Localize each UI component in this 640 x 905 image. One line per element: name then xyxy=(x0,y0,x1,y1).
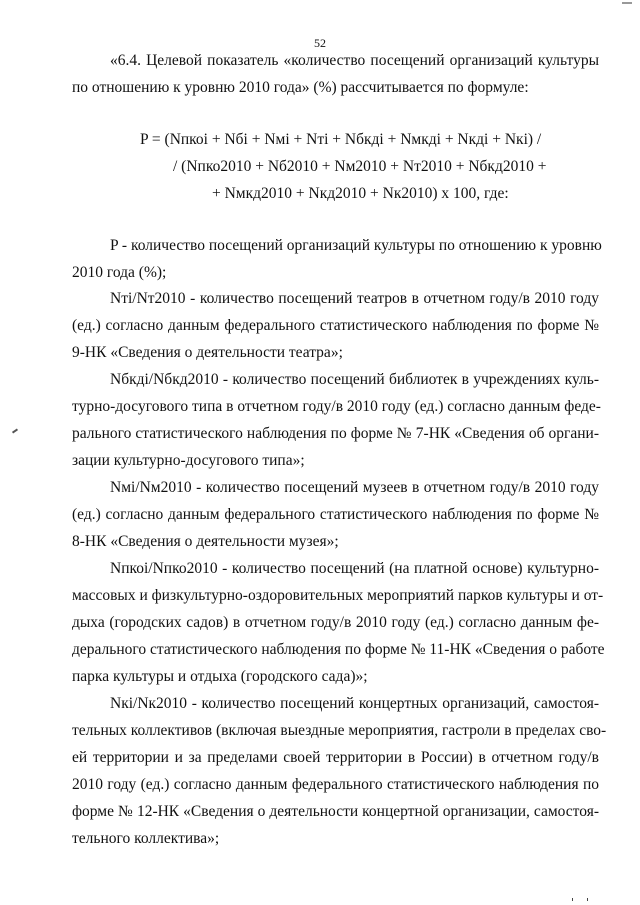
page-number: 52 xyxy=(314,36,326,50)
def-theatre-line-1: Nтi/Nт2010 - количество посещений театров в отчетном году/в 2010 году xyxy=(110,290,599,307)
def-concert-line-2: тельных коллективов (включая выездные мероприятия, гастроли в пределах сво- xyxy=(72,722,607,739)
def-concert-line-5: форме № 12-НК «Сведения о деятельности концертной организации, самостоя- xyxy=(72,803,599,820)
def-park-line-3: дыха (городских садов) в отчетном году/в 2010 году (ед.) согласно данным фе- xyxy=(72,614,599,631)
def-library-line-4: зации культурно-досугового типа»; xyxy=(72,452,305,469)
def-concert-line-1: Nкi/Nк2010 - количество посещений концертных организаций, самостоя- xyxy=(110,695,599,712)
margin-mark xyxy=(12,428,18,433)
def-museum-line-3: 8-НК «Сведения о деятельности музея»; xyxy=(72,533,339,550)
def-concert-line-4: 2010 году (ед.) согласно данным федерального статистического наблюдения по xyxy=(72,776,599,793)
formula-line-2: / (Nпко2010 + Nб2010 + Nм2010 + Nт2010 + Nбкд2010 + xyxy=(173,158,547,175)
def-park-line-4: дерального статистического наблюдения по форме № 11-НК «Сведения о работе xyxy=(72,641,605,658)
def-concert-line-3: ей территории и за пределами своей территории в России) в отчетном году/в xyxy=(72,749,599,766)
def-library-line-2: турно-досугового типа в отчетном году/в 2010 году (ед.) согласно данным феде- xyxy=(72,398,601,415)
def-park-line-5: парка культуры и отдыха (городского сада)»; xyxy=(72,668,368,685)
def-museum-line-2: (ед.) согласно данным федерального статистического наблюдения по форме № xyxy=(72,506,599,523)
intro-line-1: «6.4. Целевой показатель «количество посещений организаций культуры xyxy=(110,52,599,69)
formula-line-3: + Nмкд2010 + Nкд2010 + Nк2010) x 100, где: xyxy=(212,185,509,202)
def-theatre-line-2: (ед.) согласно данным федерального статистического наблюдения по форме № xyxy=(72,317,599,334)
def-library-line-3: рального статистического наблюдения по форме № 7-НК «Сведения об органи- xyxy=(72,425,599,442)
intro-line-2: по отношению к уровню 2010 года» (%) рассчитывается по формуле: xyxy=(72,79,529,96)
def-park-line-2: массовых и физкультурно-оздоровительных мероприятий парков культуры и от- xyxy=(72,587,604,604)
scan-artifact-bottom xyxy=(572,898,588,901)
def-park-line-1: Nпкоi/Nпко2010 - количество посещений (на платной основе) культурно- xyxy=(110,560,599,577)
def-theatre-line-3: 9-НК «Сведения о деятельности театра»; xyxy=(72,344,343,361)
def-p-line-1: P - количество посещений организаций культуры по отношению к уровню xyxy=(110,237,602,254)
def-museum-line-1: Nмi/Nм2010 - количество посещений музеев в отчетном году/в 2010 году xyxy=(110,479,599,496)
def-concert-line-6: тельного коллектива»; xyxy=(72,830,220,847)
formula-line-1: P = (Nпкоi + Nбi + Nмi + Nтi + Nбкдi + Nмкдi + Nкдi + Nкi) / xyxy=(140,131,542,148)
scan-artifact-top xyxy=(622,2,632,4)
def-library-line-1: Nбкдi/Nбкд2010 - количество посещений библиотек в учреждениях куль- xyxy=(110,371,599,388)
def-p-line-2: 2010 года (%); xyxy=(72,264,167,281)
